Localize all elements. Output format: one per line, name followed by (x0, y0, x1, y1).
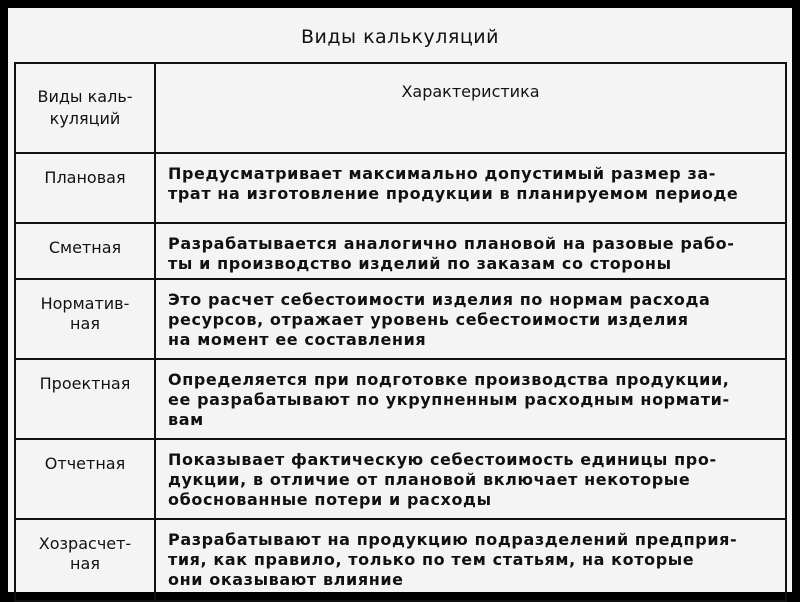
row-kind: Хозрасчет- ная (15, 519, 155, 601)
calculation-types-table (14, 62, 787, 602)
row-description: Предусматривает максимально допустимый размер за- трат на изготовление продукции в планируемом периоде (155, 153, 786, 223)
table-header-row (15, 63, 786, 153)
table-row (15, 359, 786, 439)
table-row (15, 519, 786, 601)
row-description: Определяется при подготовке производства продукции, ее разрабатывают по укрупненным расходным нормати- вам (155, 359, 786, 439)
row-description: Показывает фактическую себестоимость единицы про- дукции, в отличие от плановой включает некоторые обоснованные потери и расходы (155, 439, 786, 519)
row-kind: Проектная (15, 359, 155, 439)
table-row (15, 223, 786, 279)
row-kind: Сметная (15, 223, 155, 279)
row-description: Разрабатывают на продукцию подразделений предприя- тия, как правило, только по тем статьям, на которые они оказывают влияние (155, 519, 786, 601)
document-page (8, 8, 792, 592)
row-kind: Отчетная (15, 439, 155, 519)
table-row (15, 153, 786, 223)
table-title: Виды калькуляций (301, 26, 499, 48)
row-description: Разрабатывается аналогично плановой на разовые рабо- ты и производство изделий по заказам со стороны (155, 223, 786, 279)
header-characteristic: Характеристика (155, 63, 786, 153)
row-kind: Норматив- ная (15, 279, 155, 359)
table-row (15, 439, 786, 519)
row-kind: Плановая (15, 153, 155, 223)
header-kinds: Виды каль- куляций (15, 63, 155, 153)
row-description: Это расчет себестоимости изделия по нормам расхода ресурсов, отражает уровень себестоимости изделия на момент ее составления (155, 279, 786, 359)
table-row (15, 279, 786, 359)
